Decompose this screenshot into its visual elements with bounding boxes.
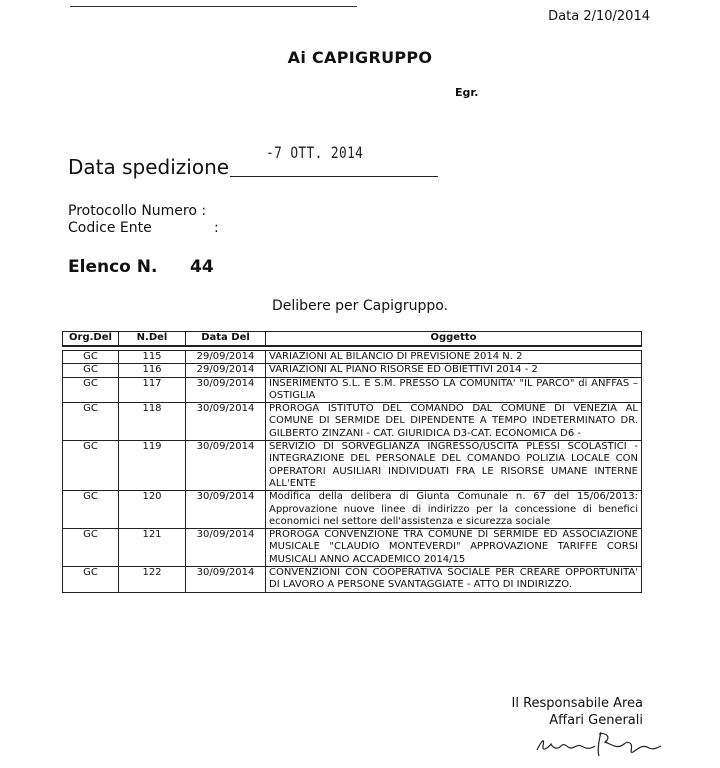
cell-org: GC — [63, 567, 119, 593]
cell-subject: INSERIMENTO S.L. E S.M. PRESSO LA COMUNITA' "IL PARCO" di ANFFAS – OSTIGLIA — [266, 377, 642, 403]
table-row — [63, 529, 642, 567]
header-oggetto: Oggetto — [266, 332, 642, 347]
cell-num: 121 — [119, 529, 186, 567]
header-data-del: Data Del — [186, 332, 266, 347]
codice-ente-label: Codice Ente — [68, 220, 152, 236]
cell-org: GC — [63, 351, 119, 364]
cell-num: 116 — [119, 364, 186, 377]
cell-date: 30/09/2014 — [186, 441, 266, 491]
egr-label: Egr. — [455, 86, 479, 99]
table-row — [63, 377, 642, 403]
cell-num: 117 — [119, 377, 186, 403]
cell-org: GC — [63, 441, 119, 491]
cell-subject: SERVIZIO DI SORVEGLIANZA INGRESSO/USCITA PLESSI SCOLASTICI - INTEGRAZIONE DEL PERSONALE DEL COMANDO POLIZIA LOCALE CON OPERATORI AUSILIARI INDIVIDUATI FRA LE RISORSE UMANE INTERNE ALL'ENTE — [266, 441, 642, 491]
signature-title: Il Responsabile Area — [511, 696, 643, 711]
signature-department: Affari Generali — [549, 713, 643, 728]
table-row — [63, 441, 642, 491]
cell-num: 118 — [119, 403, 186, 441]
cell-num: 119 — [119, 441, 186, 491]
cell-date: 30/09/2014 — [186, 491, 266, 529]
cell-subject: CONVENZIONI CON COOPERATIVA SOCIALE PER CREARE OPPORTUNITA' DI LAVORO A PERSONE SVANTAGGIATE - ATTO DI INDIRIZZO. — [266, 567, 642, 593]
table-row — [63, 351, 642, 364]
handwritten-signature — [515, 724, 665, 764]
deliberations-table — [62, 331, 642, 593]
cell-date: 30/09/2014 — [186, 529, 266, 567]
cell-subject: Modifica della delibera di Giunta Comunale n. 67 del 15/06/2013: Approvazione nuove linee di indirizzo per la concessione di benefici economici nel settore dell'assistenza e sicurezza sociale — [266, 491, 642, 529]
cell-date: 30/09/2014 — [186, 403, 266, 441]
document-date: Data 2/10/2014 — [548, 9, 650, 24]
cell-num: 115 — [119, 351, 186, 364]
list-subtitle: Delibere per Capigruppo. — [271, 298, 449, 314]
cell-date: 30/09/2014 — [186, 567, 266, 593]
recipient-heading: Ai CAPIGRUPPO — [287, 48, 433, 67]
table-row — [63, 567, 642, 593]
cell-org: GC — [63, 377, 119, 403]
cell-num: 120 — [119, 491, 186, 529]
date-stamp: -7 OTT. 2014 — [266, 143, 364, 162]
table-header-row — [63, 332, 642, 347]
table-row — [63, 403, 642, 441]
header-org-del: Org.Del — [63, 332, 119, 347]
elenco-number: 44 — [190, 257, 214, 277]
cell-org: GC — [63, 529, 119, 567]
cell-subject: PROROGA ISTITUTO DEL COMANDO DAL COMUNE DI VENEZIA AL COMUNE DI SERMIDE DEL DIPENDENTE A TEMPO INDETERMINATO DR. GILBERTO ZINZANI - CAT. GIURIDICA D3-CAT. ECONOMICA D6 - — [266, 403, 642, 441]
table-row — [63, 491, 642, 529]
top-rule — [70, 6, 357, 7]
cell-num: 122 — [119, 567, 186, 593]
cell-org: GC — [63, 403, 119, 441]
cell-date: 29/09/2014 — [186, 351, 266, 364]
elenco-label: Elenco N. — [68, 257, 158, 277]
cell-subject: VARIAZIONI AL PIANO RISORSE ED OBIETTIVI 2014 - 2 — [266, 364, 642, 377]
cell-subject: VARIAZIONI AL BILANCIO DI PREVISIONE 2014 N. 2 — [266, 351, 642, 364]
shipping-date-line — [230, 176, 438, 177]
cell-date: 30/09/2014 — [186, 377, 266, 403]
protocol-number-label: Protocollo Numero : — [68, 203, 207, 219]
cell-date: 29/09/2014 — [186, 364, 266, 377]
table-row — [63, 364, 642, 377]
cell-org: GC — [63, 364, 119, 377]
cell-subject: PROROGA CONVENZIONE TRA COMUNE DI SERMIDE ED ASSOCIAZIONE MUSICALE "CLAUDIO MONTEVERDI" APPROVAZIONE TARIFFE CORSI MUSICALI ANNO ACCADEMICO 2014/15 — [266, 529, 642, 567]
header-n-del: N.Del — [119, 332, 186, 347]
cell-org: GC — [63, 491, 119, 529]
shipping-date-label: Data spedizione — [68, 155, 230, 179]
codice-ente-colon: : — [214, 220, 219, 236]
